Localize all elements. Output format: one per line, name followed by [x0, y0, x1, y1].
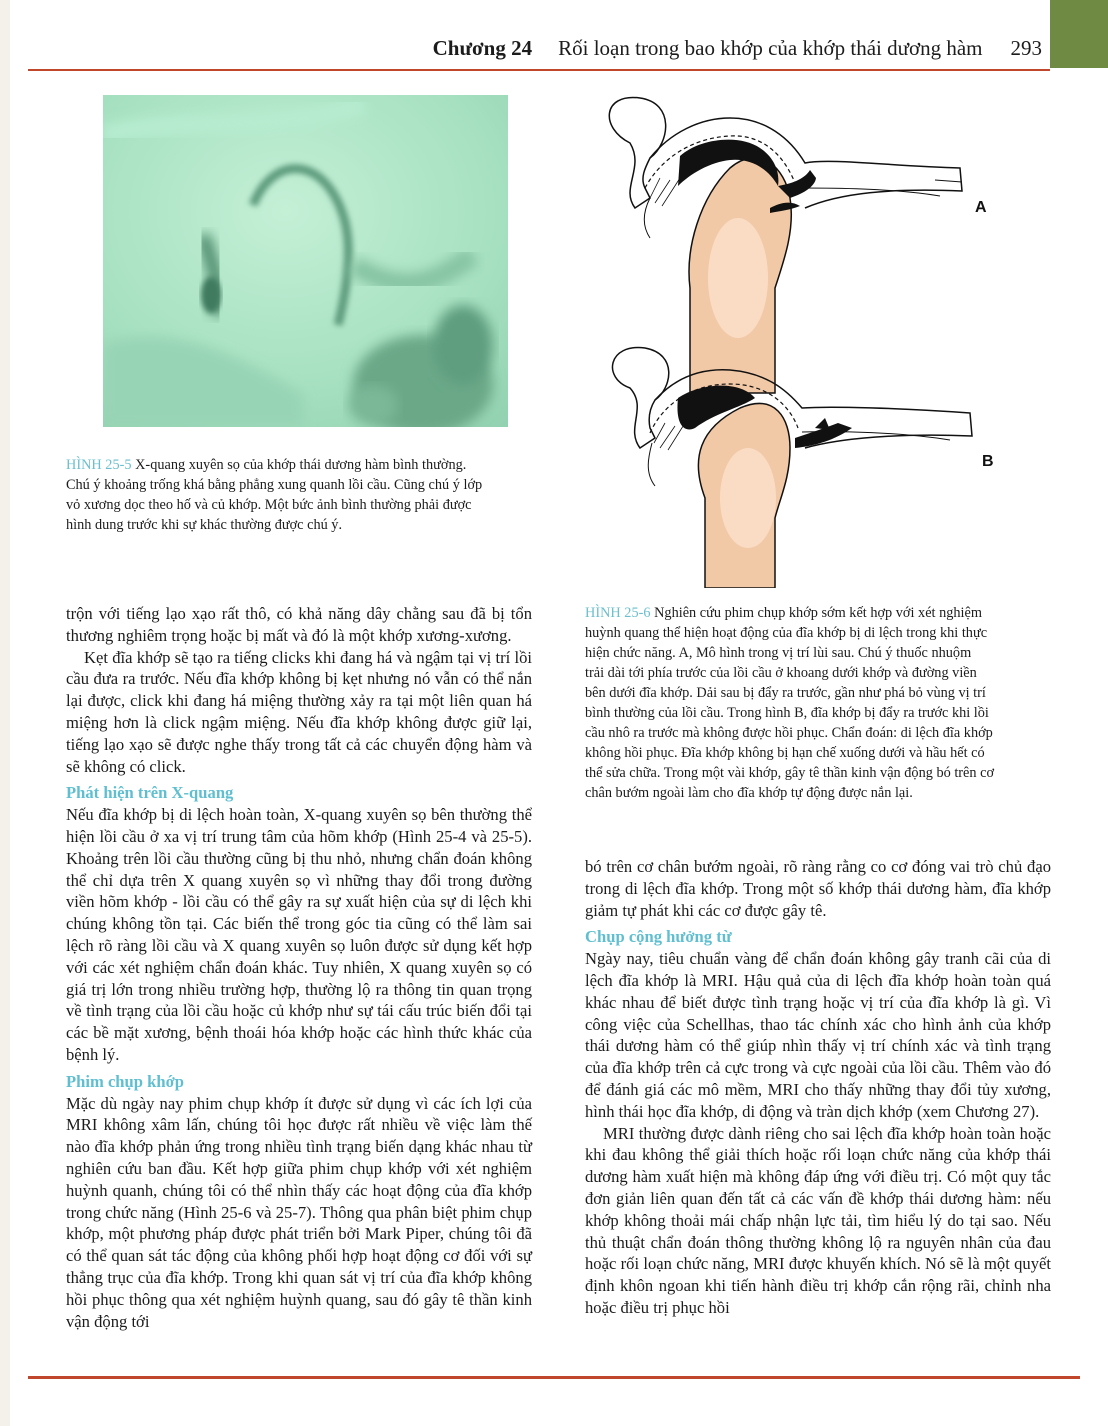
body-paragraph: MRI thường được dành riêng cho sai lệch đĩa khớp hoàn toàn hoặc khi đau không thể giải thích hoặc rối loạn chức năng của khớp thái dương hàm xuất hiện mà không đáp ứng với điều trị. Có một quy tắc đơn giản liên quan đến tất cả các vấn đề khớp thái dương hàm: nếu khớp không thoải mái chấp nhận lực tải, tìm hiểu lý do tại sao. Nếu thủ thuật chẩn đoán thông thường không lộ ra nguyên nhân của đau hoặc rối loạn chức năng, MRI được khuyến khích. Nó sẽ là một quyết định khôn ngoan khi tiến hành điều trị khớp cắn rộng rãi, chỉnh nha hoặc điều trị phục hồi	[585, 1123, 1051, 1317]
diagram-a	[609, 98, 962, 393]
caption-line: Chú ý khoảng trống khá bằng phẳng xung quanh lồi cầu. Cũng chú ý lớp	[66, 477, 483, 493]
section-heading-xray: Phát hiện trên X-quang	[66, 783, 234, 803]
caption-line: bình thường của lồi cầu. Trong hình B, đĩa khớp bị đẩy ra trước khi lồi	[585, 705, 989, 721]
caption-line	[585, 603, 1052, 623]
caption-line: không hồi phục. Đĩa khớp không bị hạn chế xuống dưới và hầu hết có	[585, 745, 985, 761]
section-heading-arthrography: Phim chụp khớp	[66, 1071, 185, 1091]
xray-image-figure-25-5	[103, 95, 508, 427]
caption-label: HÌNH 25-5	[66, 457, 132, 473]
caption-line: chân bướm ngoài làm cho đĩa khớp tự động được nắn lại.	[585, 785, 913, 801]
caption-line: cầu nhô ra trước mà không được hồi phục. Chẩn đoán: di lệch đĩa khớp	[585, 725, 993, 741]
caption-text: X-quang xuyên sọ của khớp thái dương hàm bình thường.	[131, 457, 467, 473]
body-paragraph: Ngày nay, tiêu chuẩn vàng để chẩn đoán không gây tranh cãi của di lệch đĩa khớp là MRI. Hậu quả của di lệch đĩa khớp hoàn toàn quá khác nhau để biết được tình trạng hoặc vị trí của đĩa khớp là gì. Vì công việc của Schellhas, thao tác chính xác cho hình ảnh của khớp thái dương hàm có thể giúp nhìn thấy vị trí chính xác và tình trạng của đĩa khớp trên cả cực trong và cực ngoài của lồi cầu. Thêm vào đó để đánh giá các mô mềm, MRI cho thấy những thay đổi tủy xương, hình thái học đĩa khớp, di động và tràn dịch khớp (xem Chương 27).	[585, 949, 1051, 1121]
caption-line: vỏ xương dọc theo hố và củ khớp. Một bức ảnh bình thường phải được	[66, 497, 472, 513]
body-paragraph: Kẹt đĩa khớp sẽ tạo ra tiếng clicks khi đang há và ngậm tại vị trí lồi cầu đưa ra trước. Nếu đĩa khớp không bị kẹt nhưng nó vẫn có thể nắn lại được, click khi đang há miệng thường xảy ra tại một liên quan há miệng hơn là click ngậm miệng. Nếu đĩa khớp không được giữ lại, tiếng lạo xạo sẽ được nghe thấy trong tất cả các chuyển động hàm và sẽ không có click.	[66, 647, 532, 776]
chapter-thumb-tab	[1050, 0, 1108, 68]
running-header	[300, 36, 1042, 61]
body-paragraph: bó trên cơ chân bướm ngoài, rõ ràng rằng co cơ đóng vai trò chủ đạo trong di lệch đĩa khớp. Trong một số khớp thái dương hàm, đĩa khớp giảm tự phát khi các cơ được gây tê.	[585, 857, 1051, 920]
caption-line: trải dài tới phía trước của lồi cầu ở khoang dưới khớp và đường viền	[585, 665, 977, 681]
caption-text: Nghiên cứu phim chụp khớp sớm kết hợp với xét nghiệm	[650, 605, 982, 621]
figure-25-6-caption	[585, 603, 1052, 803]
body-paragraph: Nếu đĩa khớp bị di lệch hoàn toàn, X-quang xuyên sọ bên thường thể hiện lồi cầu ở xa vị trí trung tâm của hõm khớp (Hình 25-4 và 25-5). Khoảng trên lồi cầu thường cũng bị thu nhỏ, nhưng chẩn đoán không thể chỉ dựa trên X quang xuyên sọ vì những thay đổi trong đường viền hõm khớp - lồi cầu có thể gây ra sự xuất hiện của sự di lệch khi chúng không tồn tại. Các biến thể trong góc tia cũng có thể làm sai lệch rõ ràng lồi cầu và X quang xuyên sọ luôn được sử dụng kết hợp với các xét nghiệm chẩn đoán khác. Tuy nhiên, X quang xuyên sọ có giá trị lớn trong nhiều trường hợp, thường lộ ra thông tin quan trọng về tình trạng của lồi cầu hoặc củ khớp như sự tái cấu trúc biến đổi tại các bề mặt xương, bệnh thoái hóa khớp hoặc các hình thức khác của bệnh lý.	[66, 805, 532, 1064]
left-text-column	[66, 603, 532, 1332]
diagram-b	[612, 348, 972, 588]
caption-line: hiện chức năng. A, Mô hình trong vị trí lùi sau. Chú ý thuốc nhuộm	[585, 645, 972, 661]
caption-label: HÌNH 25-6	[585, 605, 651, 621]
header-rule	[28, 69, 1050, 71]
header-title: Rối loạn trong bao khớp của khớp thái dương hàm	[558, 36, 983, 60]
caption-line: hình dung trước khi sự khác thường được chú ý.	[66, 517, 343, 533]
body-paragraph: trộn với tiếng lạo xạo rất thô, có khả năng dây chằng sau đã bị tổn thương nghiêm trọng hoặc bị mất và đó là một khớp xương-xương.	[66, 604, 532, 645]
caption-line	[66, 455, 534, 475]
right-text-column	[585, 856, 1051, 1319]
header-chapter: Chương 24	[432, 36, 533, 60]
section-heading-mri: Chụp cộng hưởng từ	[585, 927, 732, 947]
figure-25-5-caption	[66, 455, 534, 535]
tmj-diagram-figure-25-6	[590, 88, 1060, 588]
page-edge-strip	[0, 0, 10, 1426]
caption-line: thể sửa chữa. Trong một vài khớp, gây tê thần kinh vận động bó trên cơ	[585, 765, 995, 781]
diagram-label-a: A	[975, 199, 987, 216]
header-page-number: 293	[1010, 36, 1042, 60]
caption-line: bên dưới đĩa khớp. Dải sau bị đẩy ra trước, gần như phá bỏ vùng vị trí	[585, 685, 986, 701]
body-paragraph: Mặc dù ngày nay phim chụp khớp ít được sử dụng vì các ích lợi của MRI không xâm lấn, chúng tôi học được rất nhiều về việc làm thế nào đĩa khớp phản ứng trong nhiều tình trạng biến dạng khác nhau từ nghiên cứu ban đầu. Kết hợp giữa phim chụp khớp với xét nghiệm huỳnh quanh, chúng tôi có thể nhìn thấy các hoạt động của đĩa khớp trong chức năng (Hình 25-6 và 25-7). Thông qua phân biệt phim chụp khớp, một phương pháp được phát triển bởi Mark Piper, chúng tôi đã có thể quan sát tác động của không phối hợp hoạt động cơ đối với sự thẳng trục của đĩa khớp. Trong khi quan sát vị trí của đĩa khớp không hồi phục thông qua xét nghiệm huỳnh quang, sau đó gây tê thần kinh vận động tới	[66, 1093, 532, 1331]
caption-line: huỳnh quang thể hiện hoạt động của đĩa khớp bị di lệch trong khi thực	[585, 625, 988, 641]
diagram-label-b: B	[982, 453, 994, 470]
footer-rule	[28, 1376, 1080, 1379]
